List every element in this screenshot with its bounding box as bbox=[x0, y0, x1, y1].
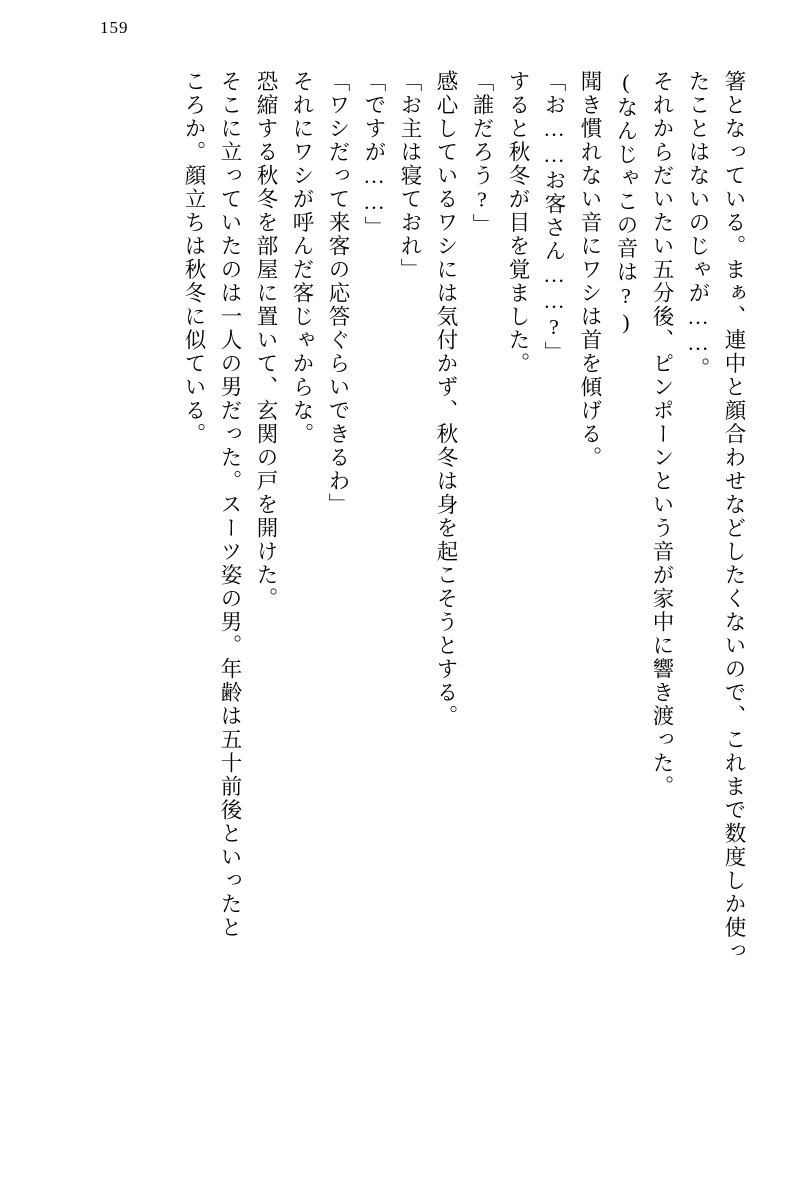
text-line: 「誰だろう?」 bbox=[470, 70, 494, 237]
text-line: 「お……お客さん……?」 bbox=[542, 70, 566, 365]
text-line: 感心しているワシには気付かず、秋冬は身を起こそうとする。 bbox=[434, 70, 458, 728]
text-line: 箸となっている。まぁ、連中と顔合わせなどしたくないので、これまで数度しか使っ bbox=[722, 70, 746, 963]
text-line: たことはないのじゃが……。 bbox=[686, 70, 710, 381]
text-line: 「ですが……」 bbox=[362, 70, 386, 240]
text-line: 「ワシだって来客の応答ぐらいできるわ」 bbox=[326, 70, 350, 517]
text-line: 「お主は寝ておれ」 bbox=[398, 70, 422, 282]
text-line: 恐縮する秋冬を部屋に置いて、玄関の戸を開けた。 bbox=[254, 70, 278, 611]
text-line: それにワシが呼んだ客じゃからな。 bbox=[290, 70, 314, 446]
text-line: 聞き慣れない音にワシは首を傾げる。 bbox=[578, 70, 602, 470]
body-text bbox=[60, 70, 752, 1160]
text-line: (なんじゃこの音は?) bbox=[614, 70, 638, 336]
text-line: そこに立っていたのは一人の男だった。スーツ姿の男。年齢は五十前後といったと bbox=[218, 70, 242, 940]
page-number: 159 bbox=[100, 18, 129, 37]
text-line: すると秋冬が目を覚ました。 bbox=[506, 70, 530, 376]
text-line: ころか。顔立ちは秋冬に似ている。 bbox=[182, 70, 206, 446]
text-line: それからだいたい五分後、ピンポーンという音が家中に響き渡った。 bbox=[650, 70, 674, 799]
